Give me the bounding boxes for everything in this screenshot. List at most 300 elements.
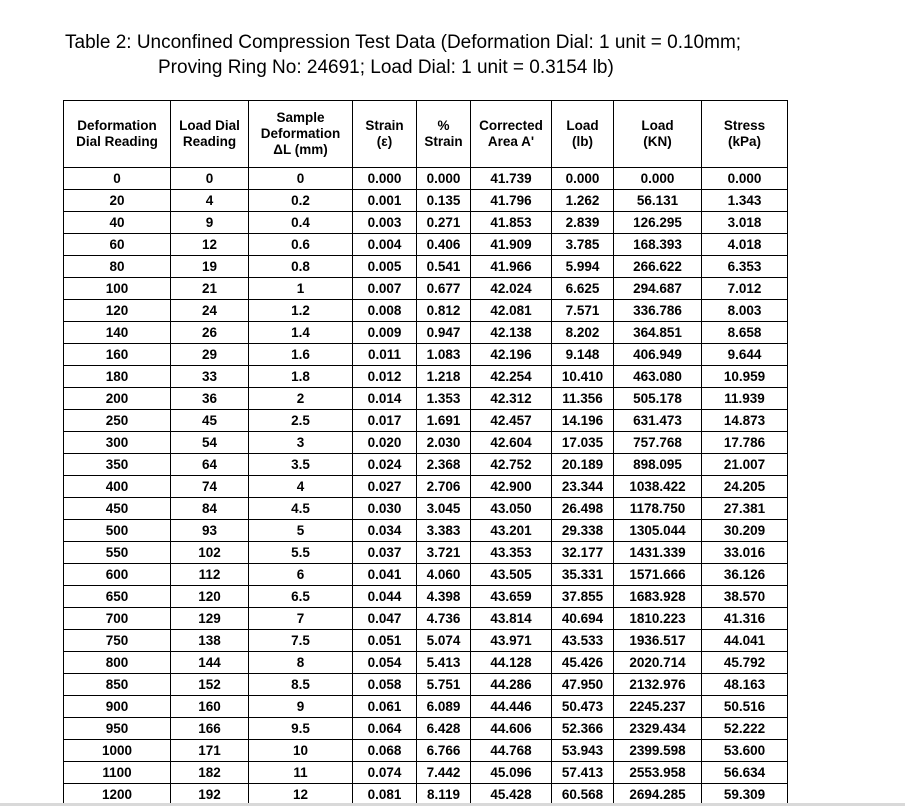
- table-cell: 33.016: [702, 542, 788, 564]
- table-cell: 14.873: [702, 410, 788, 432]
- table-cell: 6: [249, 564, 353, 586]
- table-cell: 140: [64, 322, 171, 344]
- table-cell: 144: [171, 652, 249, 674]
- column-header-line: Load: [566, 118, 599, 133]
- table-cell: 0.000: [702, 168, 788, 190]
- table-cell: 6.089: [417, 696, 471, 718]
- table-cell: 0.074: [353, 762, 417, 784]
- table-cell: 23.344: [552, 476, 614, 498]
- column-header-line: Corrected: [479, 118, 543, 133]
- table-cell: 180: [64, 366, 171, 388]
- table-cell: 4.060: [417, 564, 471, 586]
- caption-line-1: Table 2: Unconfined Compression Test Data (Deformation Dial: 1 unit = 0.10mm;: [65, 32, 742, 53]
- table-cell: 250: [64, 410, 171, 432]
- table-cell: 336.786: [614, 300, 702, 322]
- table-cell: 24.205: [702, 476, 788, 498]
- table-cell: 4: [171, 190, 249, 212]
- column-header: [353, 101, 417, 168]
- table-cell: 1.2: [249, 300, 353, 322]
- table-cell: 84: [171, 498, 249, 520]
- table-cell: 2.839: [552, 212, 614, 234]
- table-cell: 0.061: [353, 696, 417, 718]
- table-cell: 42.457: [471, 410, 552, 432]
- table-cell: 43.050: [471, 498, 552, 520]
- column-header: [171, 101, 249, 168]
- table-cell: 0.034: [353, 520, 417, 542]
- table-cell: 0.011: [353, 344, 417, 366]
- table-cell: 29.338: [552, 520, 614, 542]
- table-cell: 2.706: [417, 476, 471, 498]
- table-cell: 1936.517: [614, 630, 702, 652]
- table-cell: 54: [171, 432, 249, 454]
- table-cell: 0.005: [353, 256, 417, 278]
- table-cell: 44.446: [471, 696, 552, 718]
- table-cell: 0.8: [249, 256, 353, 278]
- table-cell: 200: [64, 388, 171, 410]
- table-cell: 8.5: [249, 674, 353, 696]
- table-row: [64, 190, 788, 212]
- table-cell: 900: [64, 696, 171, 718]
- column-header-line: %: [437, 118, 450, 133]
- table-cell: 1038.422: [614, 476, 702, 498]
- table-cell: 0.003: [353, 212, 417, 234]
- table-cell: 52.222: [702, 718, 788, 740]
- table-cell: 1810.223: [614, 608, 702, 630]
- column-header: [249, 101, 353, 168]
- table-row: [64, 410, 788, 432]
- table-row: [64, 520, 788, 542]
- table-cell: 0: [249, 168, 353, 190]
- table-cell: 4.5: [249, 498, 353, 520]
- table-cell: 30.209: [702, 520, 788, 542]
- table-cell: 0.037: [353, 542, 417, 564]
- caption-line-2: Proving Ring No: 24691; Load Dial: 1 unit = 0.3154 lb): [158, 57, 614, 78]
- table-cell: 41.316: [702, 608, 788, 630]
- column-header: [471, 101, 552, 168]
- table-cell: 1.218: [417, 366, 471, 388]
- table-cell: 12: [249, 784, 353, 806]
- table-row: [64, 542, 788, 564]
- table-cell: 11.356: [552, 388, 614, 410]
- table-cell: 2132.976: [614, 674, 702, 696]
- table-cell: 120: [171, 586, 249, 608]
- table-cell: 60: [64, 234, 171, 256]
- table-cell: 0.058: [353, 674, 417, 696]
- table-row: [64, 322, 788, 344]
- table-cell: 9.148: [552, 344, 614, 366]
- table-cell: 0.012: [353, 366, 417, 388]
- table-row: [64, 718, 788, 740]
- table-cell: 0.6: [249, 234, 353, 256]
- table-cell: 43.659: [471, 586, 552, 608]
- table-cell: 463.080: [614, 366, 702, 388]
- table-cell: 5.074: [417, 630, 471, 652]
- table-cell: 266.622: [614, 256, 702, 278]
- column-header-line: Strain: [365, 118, 404, 133]
- table-cell: 350: [64, 454, 171, 476]
- column-header: [552, 101, 614, 168]
- table-cell: 850: [64, 674, 171, 696]
- table-cell: 42.196: [471, 344, 552, 366]
- table-cell: 80: [64, 256, 171, 278]
- table-cell: 38.570: [702, 586, 788, 608]
- table-cell: 7.5: [249, 630, 353, 652]
- table-cell: 2.368: [417, 454, 471, 476]
- table-cell: 11.939: [702, 388, 788, 410]
- column-header-line: (kPa): [727, 134, 761, 149]
- table-cell: 29: [171, 344, 249, 366]
- table-cell: 5.5: [249, 542, 353, 564]
- table-cell: 36.126: [702, 564, 788, 586]
- table-cell: 27.381: [702, 498, 788, 520]
- table-cell: 24: [171, 300, 249, 322]
- table-cell: 6.5: [249, 586, 353, 608]
- table-cell: 53.943: [552, 740, 614, 762]
- table-cell: 57.413: [552, 762, 614, 784]
- table-cell: 8.119: [417, 784, 471, 806]
- table-cell: 102: [171, 542, 249, 564]
- column-header-line: Load: [641, 118, 674, 133]
- table-cell: 0.047: [353, 608, 417, 630]
- table-cell: 0.004: [353, 234, 417, 256]
- table-cell: 160: [64, 344, 171, 366]
- table-cell: 4.398: [417, 586, 471, 608]
- table-cell: 0.677: [417, 278, 471, 300]
- table-cell: 138: [171, 630, 249, 652]
- table-cell: 42.900: [471, 476, 552, 498]
- table-cell: 0.041: [353, 564, 417, 586]
- table-row: [64, 454, 788, 476]
- table-cell: 100: [64, 278, 171, 300]
- column-header-line: (KN): [643, 134, 672, 149]
- table-cell: 26.498: [552, 498, 614, 520]
- table-cell: 32.177: [552, 542, 614, 564]
- table-cell: 17.786: [702, 432, 788, 454]
- table-row: [64, 696, 788, 718]
- table-cell: 0.000: [353, 168, 417, 190]
- table-cell: 631.473: [614, 410, 702, 432]
- table-cell: 36: [171, 388, 249, 410]
- table-cell: 1683.928: [614, 586, 702, 608]
- table-cell: 0.017: [353, 410, 417, 432]
- table-cell: 44.041: [702, 630, 788, 652]
- table-cell: 42.752: [471, 454, 552, 476]
- table-row: [64, 388, 788, 410]
- table-cell: 1.343: [702, 190, 788, 212]
- table-cell: 2329.434: [614, 718, 702, 740]
- table-cell: 14.196: [552, 410, 614, 432]
- table-cell: 0.001: [353, 190, 417, 212]
- table-cell: 1: [249, 278, 353, 300]
- table-cell: 93: [171, 520, 249, 542]
- table-cell: 43.814: [471, 608, 552, 630]
- table-cell: 898.095: [614, 454, 702, 476]
- table-cell: 2399.598: [614, 740, 702, 762]
- column-header: [614, 101, 702, 168]
- table-row: [64, 476, 788, 498]
- table-cell: 44.768: [471, 740, 552, 762]
- table-cell: 7: [249, 608, 353, 630]
- table-cell: 42.024: [471, 278, 552, 300]
- table-cell: 3: [249, 432, 353, 454]
- table-cell: 33: [171, 366, 249, 388]
- table-cell: 64: [171, 454, 249, 476]
- table-cell: 0.014: [353, 388, 417, 410]
- table-cell: 74: [171, 476, 249, 498]
- table-cell: 8.658: [702, 322, 788, 344]
- table-cell: 0: [171, 168, 249, 190]
- table-cell: 43.971: [471, 630, 552, 652]
- table-cell: 6.766: [417, 740, 471, 762]
- table-cell: 50.516: [702, 696, 788, 718]
- table-cell: 9: [171, 212, 249, 234]
- table-cell: 192: [171, 784, 249, 806]
- table-cell: 2: [249, 388, 353, 410]
- table-cell: 1.8: [249, 366, 353, 388]
- table-cell: 1305.044: [614, 520, 702, 542]
- table-cell: 0.051: [353, 630, 417, 652]
- table-cell: 1.691: [417, 410, 471, 432]
- table-cell: 750: [64, 630, 171, 652]
- column-header: [702, 101, 788, 168]
- table-row: [64, 344, 788, 366]
- table-cell: 0.020: [353, 432, 417, 454]
- table-cell: 0.541: [417, 256, 471, 278]
- table-cell: 40.694: [552, 608, 614, 630]
- table-cell: 53.600: [702, 740, 788, 762]
- table-cell: 4.018: [702, 234, 788, 256]
- table-cell: 700: [64, 608, 171, 630]
- table-cell: 1178.750: [614, 498, 702, 520]
- table-cell: 42.138: [471, 322, 552, 344]
- table-cell: 10: [249, 740, 353, 762]
- table-cell: 0.4: [249, 212, 353, 234]
- table-cell: 17.035: [552, 432, 614, 454]
- table-cell: 45.792: [702, 652, 788, 674]
- table-cell: 41.966: [471, 256, 552, 278]
- table-row: [64, 300, 788, 322]
- table-cell: 600: [64, 564, 171, 586]
- table-cell: 41.796: [471, 190, 552, 212]
- table-cell: 950: [64, 718, 171, 740]
- table-cell: 4.736: [417, 608, 471, 630]
- column-header-line: Deformation: [77, 118, 157, 133]
- table-cell: 0.024: [353, 454, 417, 476]
- column-header-line: Deformation: [260, 126, 341, 141]
- table-cell: 60.568: [552, 784, 614, 806]
- table-cell: 26: [171, 322, 249, 344]
- table-cell: 43.353: [471, 542, 552, 564]
- table-cell: 505.178: [614, 388, 702, 410]
- table-cell: 59.309: [702, 784, 788, 806]
- table-cell: 44.286: [471, 674, 552, 696]
- column-header-line: Strain: [424, 134, 463, 149]
- table-cell: 550: [64, 542, 171, 564]
- table-cell: 0.947: [417, 322, 471, 344]
- table-cell: 5: [249, 520, 353, 542]
- table-row: [64, 652, 788, 674]
- table-cell: 42.081: [471, 300, 552, 322]
- table-cell: 35.331: [552, 564, 614, 586]
- table-cell: 364.851: [614, 322, 702, 344]
- table-cell: 43.533: [552, 630, 614, 652]
- table-cell: 5.751: [417, 674, 471, 696]
- table-cell: 7.571: [552, 300, 614, 322]
- column-header: [417, 101, 471, 168]
- table-row: [64, 234, 788, 256]
- table-cell: 126.295: [614, 212, 702, 234]
- table-cell: 37.855: [552, 586, 614, 608]
- table-cell: 406.949: [614, 344, 702, 366]
- column-header-line: (lb): [572, 134, 593, 149]
- table-cell: 171: [171, 740, 249, 762]
- table-cell: 6.353: [702, 256, 788, 278]
- column-header-line: ΔL (mm): [273, 142, 328, 157]
- table-row: [64, 762, 788, 784]
- table-cell: 2694.285: [614, 784, 702, 806]
- table-cell: 5.413: [417, 652, 471, 674]
- table-cell: 52.366: [552, 718, 614, 740]
- table-cell: 42.604: [471, 432, 552, 454]
- table-row: [64, 168, 788, 190]
- table-cell: 800: [64, 652, 171, 674]
- table-row: [64, 740, 788, 762]
- table-cell: 40: [64, 212, 171, 234]
- table-cell: 0.030: [353, 498, 417, 520]
- table-cell: 0.271: [417, 212, 471, 234]
- table-cell: 1000: [64, 740, 171, 762]
- table-row: [64, 630, 788, 652]
- table-cell: 0.135: [417, 190, 471, 212]
- table-cell: 0.009: [353, 322, 417, 344]
- table-cell: 294.687: [614, 278, 702, 300]
- table-cell: 1571.666: [614, 564, 702, 586]
- table-cell: 11: [249, 762, 353, 784]
- table-cell: 1431.339: [614, 542, 702, 564]
- table-cell: 41.739: [471, 168, 552, 190]
- table-cell: 2245.237: [614, 696, 702, 718]
- table-cell: 1100: [64, 762, 171, 784]
- table-cell: 0.406: [417, 234, 471, 256]
- table-cell: 400: [64, 476, 171, 498]
- table-cell: 19: [171, 256, 249, 278]
- table-cell: 45.096: [471, 762, 552, 784]
- table-cell: 20: [64, 190, 171, 212]
- table-cell: 500: [64, 520, 171, 542]
- table-row: [64, 564, 788, 586]
- table-cell: 0.007: [353, 278, 417, 300]
- table-cell: 48.163: [702, 674, 788, 696]
- table-row: [64, 586, 788, 608]
- table-cell: 650: [64, 586, 171, 608]
- table-cell: 5.994: [552, 256, 614, 278]
- column-header: [64, 101, 171, 168]
- table-row: [64, 256, 788, 278]
- table-cell: 2020.714: [614, 652, 702, 674]
- table-cell: 10.959: [702, 366, 788, 388]
- table-cell: 0.044: [353, 586, 417, 608]
- table-cell: 1.262: [552, 190, 614, 212]
- table-cell: 47.950: [552, 674, 614, 696]
- table-cell: 1200: [64, 784, 171, 806]
- column-header-line: Reading: [182, 134, 237, 149]
- column-header-line: Load Dial: [179, 118, 240, 133]
- table-cell: 41.853: [471, 212, 552, 234]
- table-cell: 8: [249, 652, 353, 674]
- table-cell: 2553.958: [614, 762, 702, 784]
- table-cell: 50.473: [552, 696, 614, 718]
- table-cell: 0.812: [417, 300, 471, 322]
- table-cell: 166: [171, 718, 249, 740]
- table-cell: 160: [171, 696, 249, 718]
- table-cell: 43.505: [471, 564, 552, 586]
- table-caption: [65, 30, 885, 80]
- table-cell: 3.721: [417, 542, 471, 564]
- table-cell: 3.018: [702, 212, 788, 234]
- table-cell: 45.426: [552, 652, 614, 674]
- table-cell: 8.003: [702, 300, 788, 322]
- table-row: [64, 366, 788, 388]
- table-cell: 182: [171, 762, 249, 784]
- column-header-line: Sample: [276, 110, 325, 125]
- table-cell: 152: [171, 674, 249, 696]
- header-row: [64, 101, 788, 168]
- table-row: [64, 608, 788, 630]
- table-row: [64, 278, 788, 300]
- table-cell: 4: [249, 476, 353, 498]
- table-cell: 0.027: [353, 476, 417, 498]
- table-cell: 42.312: [471, 388, 552, 410]
- table-cell: 9.644: [702, 344, 788, 366]
- column-header-line: (ε): [376, 134, 393, 149]
- table-cell: 10.410: [552, 366, 614, 388]
- column-header-line: Area A': [487, 134, 535, 149]
- table-cell: 757.768: [614, 432, 702, 454]
- table-cell: 7.012: [702, 278, 788, 300]
- table-cell: 0.054: [353, 652, 417, 674]
- table-cell: 3.045: [417, 498, 471, 520]
- table-cell: 0.000: [614, 168, 702, 190]
- table-cell: 2.030: [417, 432, 471, 454]
- table-cell: 120: [64, 300, 171, 322]
- table-cell: 0.064: [353, 718, 417, 740]
- table-cell: 450: [64, 498, 171, 520]
- table-cell: 6.625: [552, 278, 614, 300]
- table-cell: 56.634: [702, 762, 788, 784]
- table-cell: 168.393: [614, 234, 702, 256]
- table-cell: 0.081: [353, 784, 417, 806]
- table-row: [64, 674, 788, 696]
- table-cell: 300: [64, 432, 171, 454]
- table-cell: 6.428: [417, 718, 471, 740]
- table-cell: 1.4: [249, 322, 353, 344]
- table-row: [64, 432, 788, 454]
- column-header-line: Dial Reading: [76, 134, 158, 149]
- table-cell: 41.909: [471, 234, 552, 256]
- table-cell: 7.442: [417, 762, 471, 784]
- table-cell: 129: [171, 608, 249, 630]
- table-cell: 3.785: [552, 234, 614, 256]
- column-header-line: Stress: [723, 118, 766, 133]
- table-cell: 20.189: [552, 454, 614, 476]
- table-cell: 44.606: [471, 718, 552, 740]
- table-cell: 0.068: [353, 740, 417, 762]
- table-cell: 12: [171, 234, 249, 256]
- table-cell: 0.008: [353, 300, 417, 322]
- compression-test-table: [63, 100, 788, 806]
- table-cell: 112: [171, 564, 249, 586]
- table-row: [64, 212, 788, 234]
